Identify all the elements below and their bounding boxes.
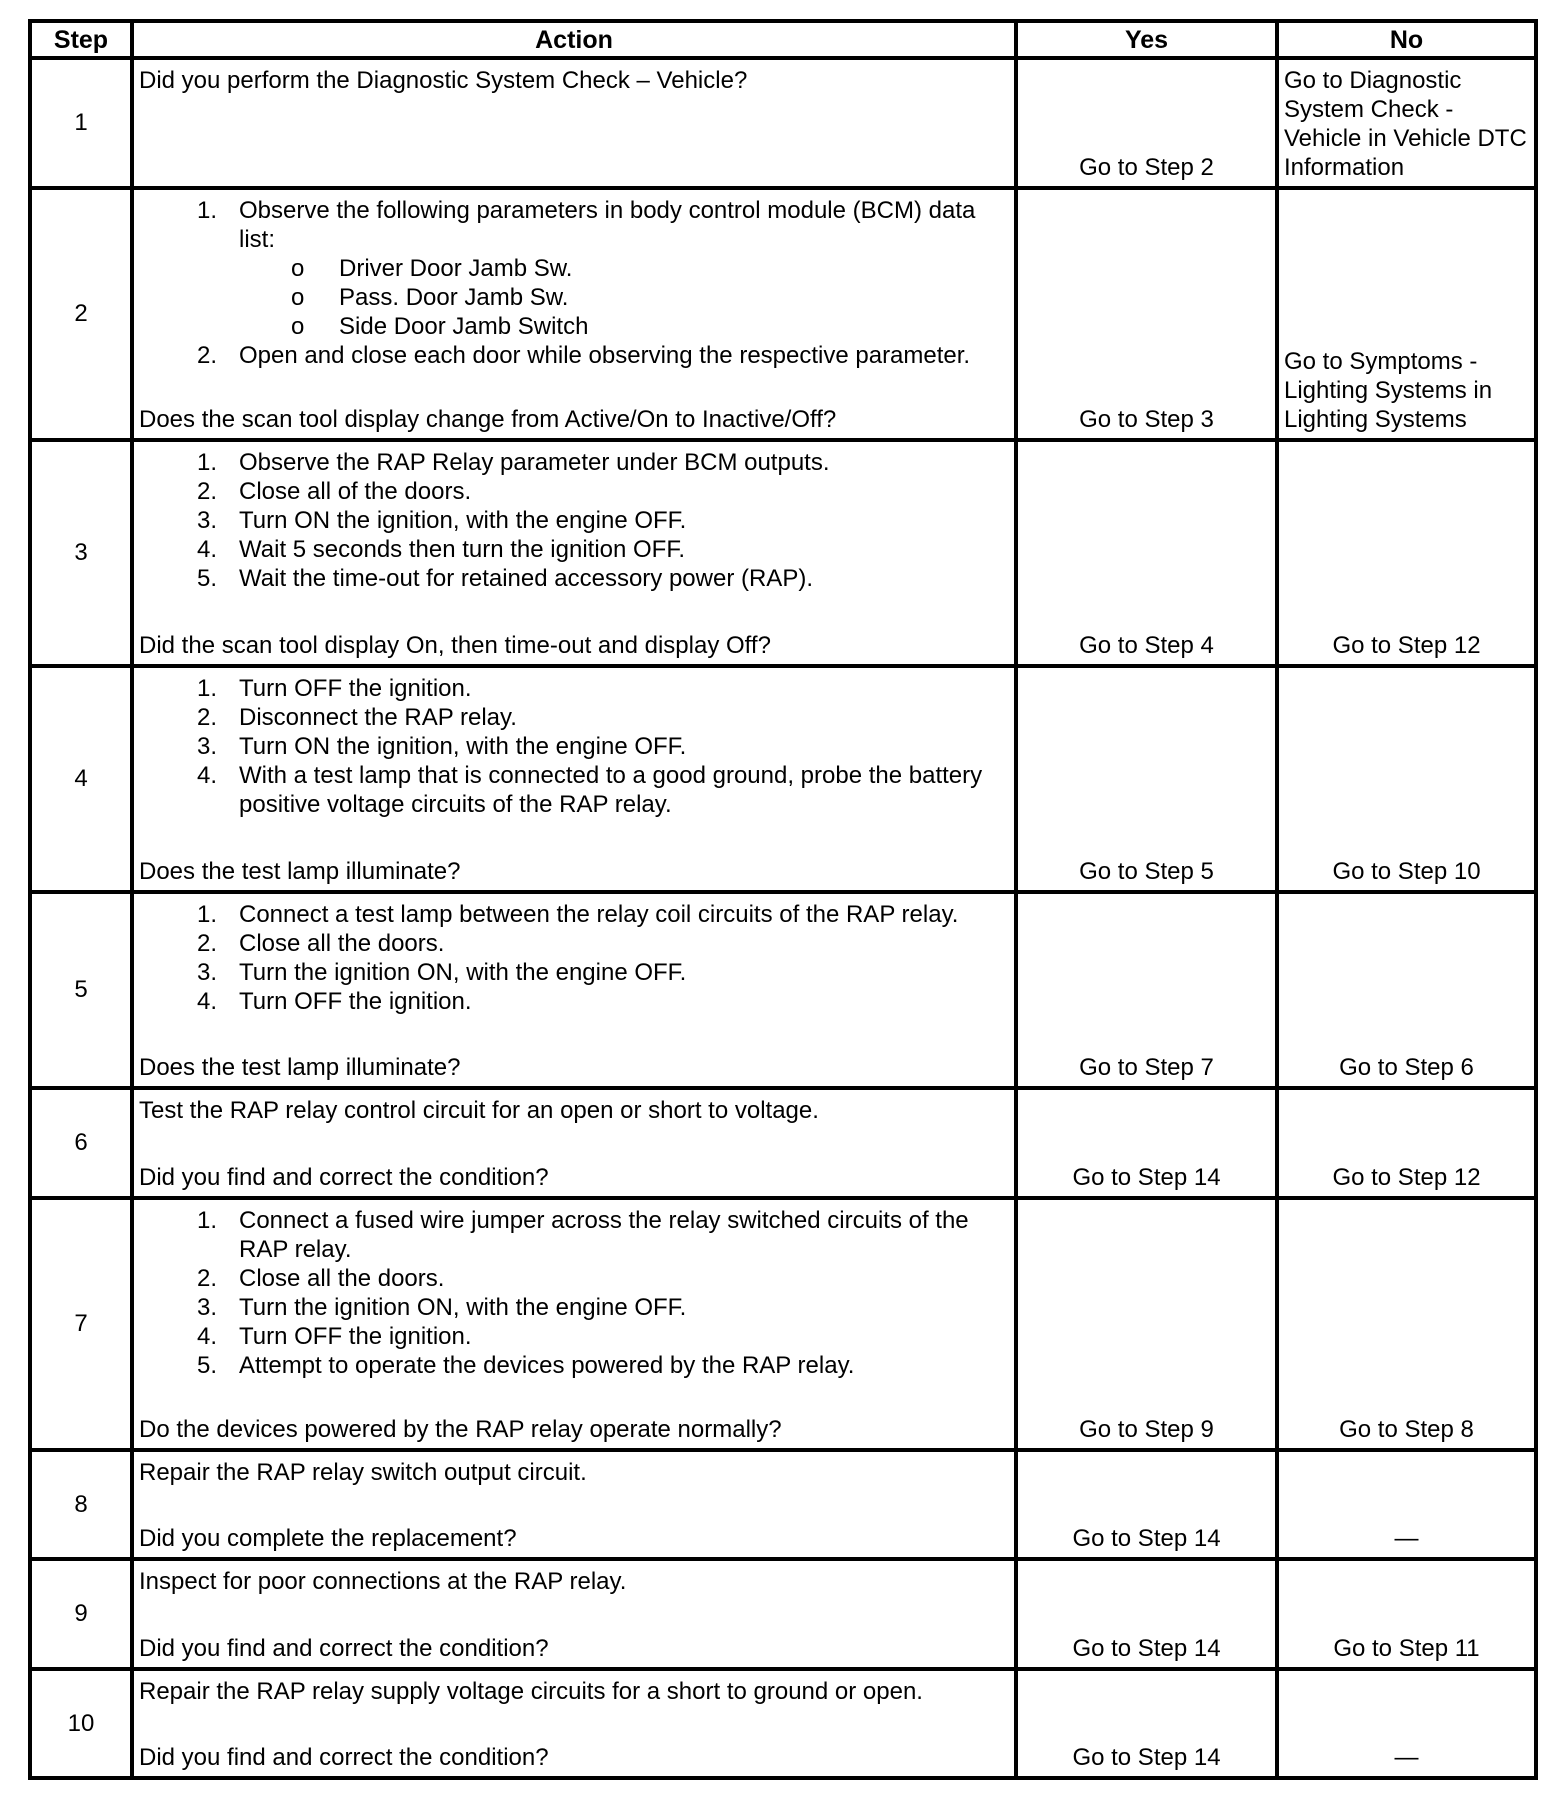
table-body [30, 58, 1536, 1778]
procedure-item-text: Turn the ignition ON, with the engine OFF. [239, 1294, 687, 1321]
action-question: Does the test lamp illuminate? [139, 1054, 461, 1081]
table-row [30, 58, 1536, 188]
procedure-item-number: 2. [196, 342, 217, 369]
step-number: 8 [30, 1450, 132, 1559]
yes-result: Go to Step 3 [1016, 188, 1277, 440]
procedure-item-text: Connect a fused wire jumper across the relay switched circuits of the RAP relay. [239, 1207, 969, 1263]
procedure-item-text: Close all of the doors. [239, 478, 472, 505]
action-cell [132, 440, 1016, 666]
step-number: 10 [30, 1669, 132, 1778]
yes-result: Go to Step 7 [1016, 892, 1277, 1088]
step-number: 2 [30, 188, 132, 440]
action-question: Did you complete the replacement? [139, 1525, 517, 1552]
procedure-item-number: 4. [196, 536, 217, 563]
parameter-name: Pass. Door Jamb Sw. [339, 284, 569, 311]
circle-bullet-icon: o [291, 284, 305, 311]
circle-bullet-icon: o [291, 255, 305, 282]
spacer [139, 1380, 1010, 1415]
procedure-item-number: 4. [196, 988, 217, 1015]
procedure-item-text: Close all the doors. [239, 1265, 445, 1292]
procedure-item-number: 4. [196, 1323, 217, 1350]
procedure-item-number: 1. [196, 1207, 217, 1234]
action-cell [132, 1559, 1016, 1669]
step-number: 7 [30, 1198, 132, 1450]
yes-result: Go to Step 14 [1016, 1669, 1277, 1778]
table-row [30, 1088, 1536, 1198]
procedure-item-number: 3. [196, 1294, 217, 1321]
action-question: Did you find and correct the condition? [139, 1164, 549, 1191]
spacer [139, 1016, 1010, 1053]
procedure-item [139, 674, 1010, 703]
table-row [30, 188, 1536, 440]
action-content [134, 1452, 1014, 1557]
header-step: Step [30, 21, 132, 58]
procedure-list [139, 448, 1010, 593]
procedure-item-text: Open and close each door while observing the respective parameter. [239, 342, 971, 369]
action-question: Did you find and correct the condition? [139, 1635, 549, 1662]
spacer [139, 370, 1010, 405]
procedure-item [139, 1264, 1010, 1293]
procedure-item-number: 5. [196, 1352, 217, 1379]
procedure-item [139, 987, 1010, 1016]
action-cell [132, 1669, 1016, 1778]
parameter-item [139, 312, 1010, 341]
parameter-name: Side Door Jamb Switch [339, 313, 589, 340]
spacer [139, 1125, 1010, 1163]
procedure-item-number: 3. [196, 959, 217, 986]
no-result: Go to Step 6 [1277, 892, 1536, 1088]
yes-result: Go to Step 14 [1016, 1088, 1277, 1198]
procedure-item-text: Observe the following parameters in body control module (BCM) data list: [239, 197, 976, 253]
procedure-item [139, 448, 1010, 477]
procedure-item-number: 1. [196, 197, 217, 224]
table-row [30, 1450, 1536, 1559]
action-instruction: Test the RAP relay control circuit for an open or short to voltage. [139, 1097, 819, 1124]
procedure-item-number: 2. [196, 704, 217, 731]
procedure-item-text: Close all the doors. [239, 930, 445, 957]
procedure-item-number: 5. [196, 565, 217, 592]
no-result: Go to Step 12 [1277, 440, 1536, 666]
procedure-item-text: Turn the ignition ON, with the engine OFF. [239, 959, 687, 986]
action-content [134, 60, 1014, 185]
parameter-list [139, 254, 1010, 341]
procedure-item-number: 1. [196, 675, 217, 702]
procedure-item-text: Turn ON the ignition, with the engine OFF. [239, 507, 687, 534]
procedure-item-text: With a test lamp that is connected to a good ground, probe the battery positive voltage circuits of the RAP relay. [239, 762, 983, 818]
procedure-item [139, 761, 1010, 819]
procedure-item-text: Wait 5 seconds then turn the ignition OFF. [239, 536, 686, 563]
header-yes: Yes [1016, 21, 1277, 58]
procedure-item [139, 564, 1010, 593]
action-content [134, 1671, 1014, 1776]
table-row [30, 1198, 1536, 1450]
action-question: Do the devices powered by the RAP relay operate normally? [139, 1416, 782, 1443]
parameter-item [139, 254, 1010, 283]
procedure-item-text: Turn OFF the ignition. [239, 988, 472, 1015]
action-content [134, 1090, 1014, 1196]
yes-result: Go to Step 2 [1016, 58, 1277, 188]
action-instruction: Repair the RAP relay supply voltage circuits for a short to ground or open. [139, 1678, 923, 1705]
yes-result: Go to Step 4 [1016, 440, 1277, 666]
action-content [134, 1561, 1014, 1667]
no-result: — [1277, 1669, 1536, 1778]
action-cell [132, 1450, 1016, 1559]
action-question: Does the scan tool display change from Active/On to Inactive/Off? [139, 406, 837, 433]
procedure-list [139, 196, 1010, 370]
procedure-item [139, 341, 1010, 370]
procedure-item [139, 958, 1010, 987]
no-result: Go to Diagnostic System Check - Vehicle in Vehicle DTC Information [1277, 58, 1536, 188]
procedure-item-number: 2. [196, 1265, 217, 1292]
circle-bullet-icon: o [291, 313, 305, 340]
no-result: Go to Step 12 [1277, 1088, 1536, 1198]
procedure-item [139, 900, 1010, 929]
header-no: No [1277, 21, 1536, 58]
table-row [30, 440, 1536, 666]
step-number: 1 [30, 58, 132, 188]
header-action: Action [132, 21, 1016, 58]
procedure-item-text: Turn OFF the ignition. [239, 1323, 472, 1350]
procedure-item-number: 2. [196, 478, 217, 505]
step-number: 6 [30, 1088, 132, 1198]
procedure-item [139, 929, 1010, 958]
procedure-item [139, 1351, 1010, 1380]
header-row [30, 21, 1536, 58]
step-number: 3 [30, 440, 132, 666]
step-number: 4 [30, 666, 132, 892]
procedure-list [139, 674, 1010, 819]
action-cell [132, 1198, 1016, 1450]
procedure-list [139, 1206, 1010, 1380]
procedure-item [139, 1206, 1010, 1264]
step-number: 5 [30, 892, 132, 1088]
no-result: Go to Step 11 [1277, 1559, 1536, 1669]
table-row [30, 1559, 1536, 1669]
procedure-item [139, 196, 1010, 254]
no-result: Go to Symptoms - Lighting Systems in Lighting Systems [1277, 188, 1536, 440]
procedure-list [139, 900, 1010, 1016]
procedure-item-text: Connect a test lamp between the relay coil circuits of the RAP relay. [239, 901, 959, 928]
table-row [30, 1669, 1536, 1778]
no-result: Go to Step 8 [1277, 1198, 1536, 1450]
action-question: Did the scan tool display On, then time-out and display Off? [139, 632, 771, 659]
diagnostic-table [28, 19, 1538, 1780]
procedure-item-number: 2. [196, 930, 217, 957]
action-cell [132, 188, 1016, 440]
procedure-item [139, 535, 1010, 564]
procedure-item-text: Observe the RAP Relay parameter under BCM outputs. [239, 449, 830, 476]
no-result: Go to Step 10 [1277, 666, 1536, 892]
parameter-name: Driver Door Jamb Sw. [339, 255, 573, 282]
procedure-item-text: Turn OFF the ignition. [239, 675, 472, 702]
spacer [139, 593, 1010, 631]
action-content [134, 894, 1014, 1086]
action-cell [132, 1088, 1016, 1198]
action-content [134, 668, 1014, 890]
spacer [139, 1487, 1010, 1524]
procedure-item [139, 506, 1010, 535]
procedure-item-number: 1. [196, 449, 217, 476]
no-result: — [1277, 1450, 1536, 1559]
procedure-item [139, 703, 1010, 732]
procedure-item [139, 1293, 1010, 1322]
table-row [30, 892, 1536, 1088]
action-cell [132, 666, 1016, 892]
procedure-item-number: 3. [196, 733, 217, 760]
action-content [134, 1200, 1014, 1448]
action-content [134, 442, 1014, 664]
action-question: Did you find and correct the condition? [139, 1744, 549, 1771]
spacer [139, 819, 1010, 857]
procedure-item-text: Wait the time-out for retained accessory power (RAP). [239, 565, 813, 592]
procedure-item [139, 1322, 1010, 1351]
procedure-item-number: 1. [196, 901, 217, 928]
action-instruction: Repair the RAP relay switch output circuit. [139, 1459, 587, 1486]
yes-result: Go to Step 5 [1016, 666, 1277, 892]
yes-result: Go to Step 14 [1016, 1450, 1277, 1559]
parameter-item [139, 283, 1010, 312]
yes-result: Go to Step 9 [1016, 1198, 1277, 1450]
procedure-item [139, 732, 1010, 761]
action-cell [132, 892, 1016, 1088]
spacer [139, 1706, 1010, 1743]
yes-result: Go to Step 14 [1016, 1559, 1277, 1669]
action-instruction: Inspect for poor connections at the RAP relay. [139, 1568, 627, 1595]
procedure-item-number: 3. [196, 507, 217, 534]
action-question: Does the test lamp illuminate? [139, 858, 461, 885]
action-content [134, 190, 1014, 438]
step-number: 9 [30, 1559, 132, 1669]
action-instruction: Did you perform the Diagnostic System Check – Vehicle? [139, 67, 748, 94]
procedure-item-text: Turn ON the ignition, with the engine OFF. [239, 733, 687, 760]
spacer [139, 1596, 1010, 1634]
procedure-item-text: Disconnect the RAP relay. [239, 704, 517, 731]
action-cell [132, 58, 1016, 188]
procedure-item-text: Attempt to operate the devices powered by the RAP relay. [239, 1352, 855, 1379]
procedure-item [139, 477, 1010, 506]
procedure-item-number: 4. [196, 762, 217, 789]
table-row [30, 666, 1536, 892]
